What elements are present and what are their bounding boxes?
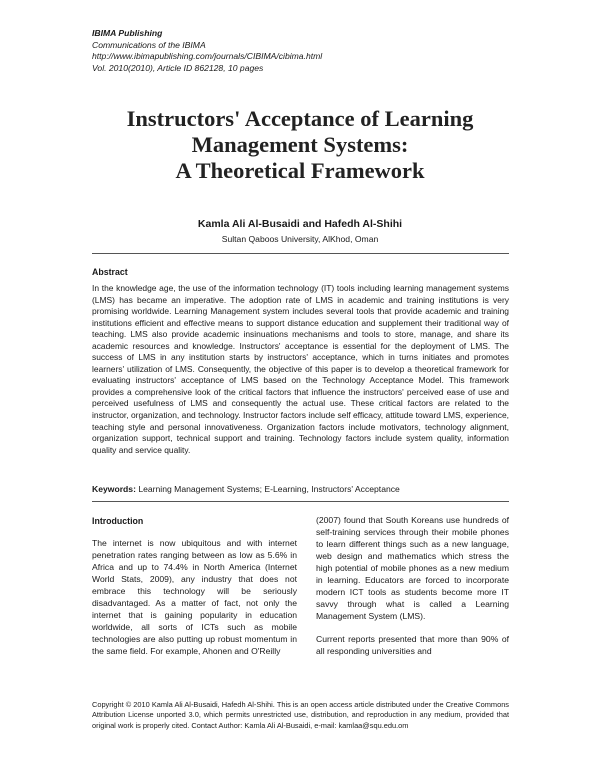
paper-title <box>60 106 540 184</box>
volume-info: Vol. 2010(2010), Article ID 862128, 10 pages <box>92 62 264 73</box>
title-line-2: Management Systems: <box>191 132 409 157</box>
keywords-text: Learning Management Systems; E-Learning, Instructors' Acceptance <box>138 484 400 494</box>
journal-header <box>92 28 322 74</box>
affiliation: Sultan Qaboos University, AlKhod, Oman <box>221 234 379 244</box>
authors: Kamla Ali Al-Busaidi and Hafedh Al-Shihi <box>197 218 403 230</box>
divider-top <box>92 253 509 254</box>
keywords-label: Keywords: <box>92 484 136 494</box>
keywords <box>92 484 400 494</box>
divider-bottom <box>92 501 509 502</box>
abstract-text: In the knowledge age, the use of the information technology (IT) tools including learning management systems (LMS) has became an imperative. The adoption rate of LMS in academic and training institutions is very promising worldwide. Learning Management system includes several tools that provide academic and training institutions efficient and effective means to support distance education and supplement their traditional way of teaching. LMS also provide academic insinuations mechanisms and tools to store, manage, and share its academic resources and knowledge. Instructors' acceptance is essential for the deployment of LMS. The success of LMS in any institution starts by instructors' acceptance, which in turns initiates and promotes learners' utilization of LMS. Consequently, the objective of this paper is to develop a theoretical framework for evaluating instructors' acceptance of LMS based on the Technology Acceptance Model. This framework provides a comprehensive look of the critical factors that influence the instructors' perceived ease of use and perceived usefulness of LMS and consequently the actual use. These critical factors are related to the instructor, organization, and technology. Instructor factors include self efficacy, attitude toward LMS, experience, teaching style and personal innovativeness. Organization factors include motivators, technology alignment, organization support, technical support and training. Technology factors include system quality, information quality and service quality. <box>92 283 509 455</box>
title-line-3: A Theoretical Framework <box>175 158 425 183</box>
journal-url[interactable]: http://www.ibimapublishing.com/journals/CIBIMA/cibima.html <box>92 51 323 61</box>
copyright-notice: Copyright © 2010 Kamla Ali Al-Busaidi, Hafedh Al-Shihi. This is an open access article distributed under the Creative Commons Attribution License unported 3.0, which permits unrestricted use, distribution, and reproduction in any medium, provided that original work is properly cited. Contact Author: Kamla Ali Al-Busaidi, e-mail: kamlaa@squ.edu.om <box>92 700 509 730</box>
introduction-heading: Introduction <box>92 516 144 526</box>
introduction-col2-para1: (2007) found that South Koreans use hundreds of self-training services through their mobile phones to learn different things such as a new language, web design and mathematics which stress the high potential of mobile phones as a new medium in learning. Educators are forced to incorporate modern ICT tools as students become more IT savvy through what is called a Learning Management System (LMS). <box>316 515 509 621</box>
title-line-1: Instructors' Acceptance of Learning <box>126 106 474 131</box>
journal-name: Communications of the IBIMA <box>92 39 206 50</box>
abstract-heading: Abstract <box>92 267 128 277</box>
publisher-name: IBIMA Publishing <box>92 28 163 38</box>
introduction-col1: The internet is now ubiquitous and with internet penetration rates ranging between as low as 5.6% in Africa and up to 74.4% in North America (Internet World Stats, 2009), any industry that does not embrace this technology will be seriously disadvantaged. As a matter of fact, not only the internet that is gaining popularity in education worldwide, all sorts of ICTs such as mobile technologies are also putting up robust momentum in the same field. For example, Ahonen and O'Reilly <box>92 538 297 656</box>
introduction-col2-para2: Current reports presented that more than 90% of all responding universities and <box>316 634 509 656</box>
